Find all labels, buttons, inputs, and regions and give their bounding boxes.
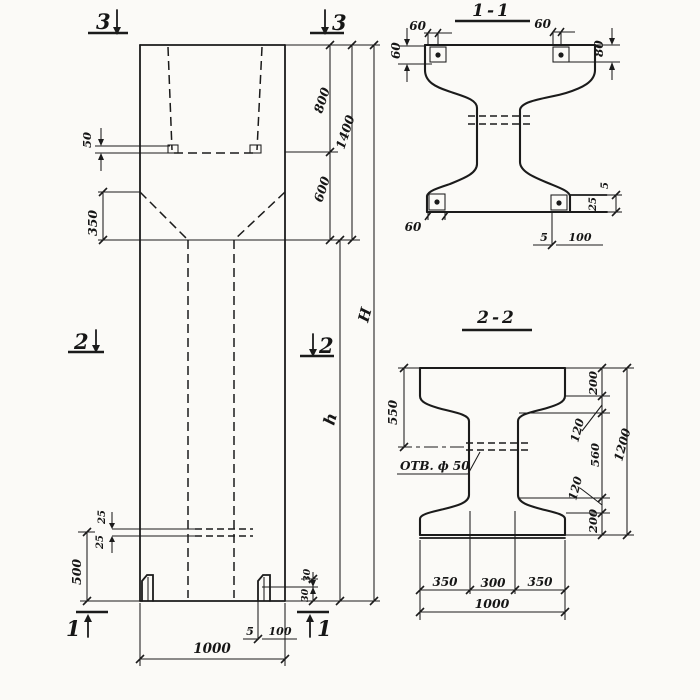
section-marker-3-left-label: 3 — [96, 9, 111, 34]
dim-1-1-top-right-60: 60 — [534, 17, 551, 31]
dim-1-1-top-left-60v: 60 — [389, 42, 403, 59]
dim-hole-25-bottom: 25 — [95, 535, 106, 549]
section-marker-1-right-label: 1 — [317, 616, 332, 641]
section-2-2-view — [386, 308, 634, 620]
dim-socket-50: 50 — [80, 131, 94, 148]
dim-1-1-right-5: 5 — [600, 182, 611, 189]
dim-1-1-top-left-60: 60 — [409, 19, 426, 33]
dim-2-2-bottom-350-left: 350 — [432, 575, 458, 589]
dim-height-H: H — [354, 305, 376, 325]
dim-foot-5: 5 — [246, 625, 254, 638]
dim-1-1-top-right-80v: 80 — [592, 40, 606, 57]
section-marker-1-left — [66, 612, 108, 641]
socket-notch — [250, 145, 261, 153]
dim-2-2-right-200-bottom: 200 — [586, 508, 600, 533]
section-marker-3-right-label: 3 — [332, 10, 347, 35]
dim-2-2-right-560: 560 — [588, 442, 602, 467]
dim-2-2-bottom-300: 300 — [480, 576, 506, 590]
section-marker-3-left — [88, 9, 128, 35]
dim-width-1000: 1000 — [193, 641, 231, 657]
section-1-1-view — [389, 1, 622, 249]
dim-foot-100: 100 — [268, 625, 292, 638]
dim-2-2-right-120-bottom: 120 — [565, 474, 586, 502]
dim-2-2-right-120-top: 120 — [567, 416, 588, 444]
dim-1-1-bottom-5: 5 — [540, 231, 548, 244]
section-marker-2-left-label: 2 — [74, 329, 89, 354]
section-marker-2-right-label: 2 — [319, 333, 334, 358]
section-2-2-title: 2-2 — [477, 308, 517, 328]
section-marker-1-left-label: 1 — [66, 616, 81, 641]
dim-base-500: 500 — [69, 558, 84, 585]
dim-hole-25-top: 25 — [97, 510, 108, 524]
dim-ledge-30-bottom: 30 — [300, 588, 311, 602]
hole-callout-label: ОТВ. ф 50 — [400, 459, 470, 473]
dim-2-2-bottom-350-right: 350 — [527, 575, 553, 589]
dim-ledge-30-top: 30 — [302, 568, 313, 582]
section-marker-2-right — [300, 333, 334, 358]
funnel-hidden-line — [140, 192, 188, 240]
dim-seg-1400: 1400 — [332, 113, 358, 151]
dim-2-2-left-550: 550 — [386, 399, 400, 425]
elevation-view — [66, 9, 380, 666]
dim-seg-800: 800 — [310, 85, 333, 115]
dim-height-h: h — [319, 410, 341, 428]
section-marker-2-left — [68, 329, 104, 354]
section-1-1-title: 1-1 — [472, 1, 512, 21]
dim-2-2-right-200-top: 200 — [586, 370, 600, 395]
dim-2-2-bottom-1000: 1000 — [474, 596, 510, 611]
socket-hidden-line — [168, 47, 172, 150]
dim-taper-350: 350 — [85, 209, 100, 236]
section-marker-1-right — [297, 612, 332, 641]
dim-1-1-bottom-left-60: 60 — [404, 220, 422, 234]
dim-1-1-right-25: 25 — [588, 197, 599, 211]
dim-seg-600: 600 — [310, 174, 333, 204]
dim-1-1-bottom-100: 100 — [568, 231, 592, 244]
section-marker-3-right — [310, 10, 347, 35]
dim-2-2-right-1200: 1200 — [611, 426, 634, 463]
